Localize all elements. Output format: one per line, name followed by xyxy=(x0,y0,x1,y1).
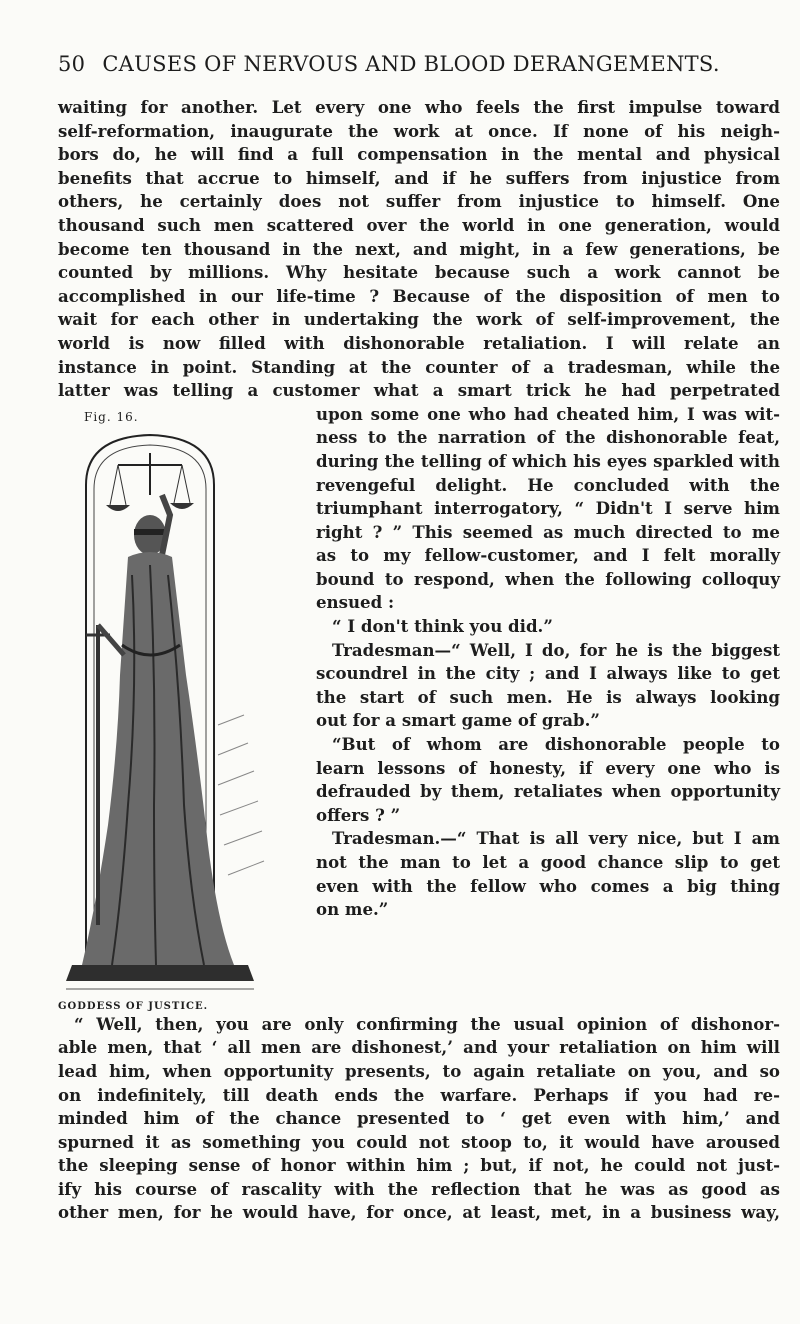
text-line: minded him of the chance presented to ‘ get even with him,’ and xyxy=(58,1108,780,1129)
text-line: learn lessons of honesty, if every one who is xyxy=(316,757,780,778)
text-line: “ I don't think you did.” xyxy=(332,616,553,637)
figure-label: Fig. 16. xyxy=(84,409,139,424)
text-line: the sleeping sense of honor within him ; but, if not, he could not just- xyxy=(58,1155,780,1176)
body-text xyxy=(58,96,780,1225)
text-line: as to my fellow-customer, and I felt morally xyxy=(316,545,780,566)
text-line: right ? ” This seemed as much directed to me xyxy=(316,521,780,542)
text-line: revengeful delight. He concluded with the xyxy=(316,474,780,495)
text-line: during the telling of which his eyes sparkled with xyxy=(316,450,780,471)
text-line: Tradesman—“ Well, I do, for he is the biggest xyxy=(332,639,780,660)
text-line: even with the fellow who comes a big thing xyxy=(316,875,780,896)
text-line: ness to the narration of the dishonorable feat, xyxy=(316,427,780,448)
paragraph-bottom xyxy=(58,1013,780,1225)
text-line: benefits that accrue to himself, and if he suffers from injustice from xyxy=(58,167,780,188)
text-line: accomplished in our life-time ? Because of the disposition of men to xyxy=(58,285,780,306)
text-line: not the man to let a good chance slip to get xyxy=(316,852,780,872)
text-line: thousand such men scattered over the world in one generation, would xyxy=(58,214,780,235)
text-line: wait for each other in undertaking the work of self-improvement, the xyxy=(58,309,780,330)
text-line: waiting for another. Let every one who feels the first impulse toward xyxy=(58,97,780,117)
text-line: instance in point. Standing at the counter of a tradesman, while the xyxy=(58,356,780,377)
text-line: upon some one who had cheated him, I was wit- xyxy=(316,403,780,424)
text-line: bors do, he will find a full compensation in the mental and physical xyxy=(58,144,780,165)
text-line: “But of whom are dishonorable people to xyxy=(332,734,780,755)
text-line: triumphant interrogatory, “ Didn't I serve him xyxy=(316,498,780,519)
goddess-of-justice-illustration xyxy=(58,425,304,995)
paragraph-top xyxy=(58,96,780,403)
text-line: spurned it as something you could not stoop to, it would have aroused xyxy=(58,1131,780,1152)
text-line: Tradesman.—“ That is all very nice, but I am xyxy=(332,828,780,849)
text-line: the start of such men. He is always looking xyxy=(316,686,780,707)
text-line: scoundrel in the city ; and I always like to get xyxy=(316,663,780,684)
text-line: on indefinitely, till death ends the warfare. Perhaps if you had re- xyxy=(58,1084,780,1105)
running-header xyxy=(58,52,758,76)
text-line: become ten thousand in the next, and might, in a few generations, be xyxy=(58,238,780,259)
text-line: “ Well, then, you are only confirming the usual opinion of dishonor- xyxy=(74,1013,780,1034)
text-line: offers ? ” xyxy=(316,804,401,825)
text-line: world is now filled with dishonorable retaliation. I will relate an xyxy=(58,332,780,353)
text-line: defrauded by them, retaliates when opportunity xyxy=(316,781,780,802)
text-line: counted by millions. Why hesitate because such a work cannot be xyxy=(58,262,780,283)
text-line: on me.” xyxy=(316,899,389,920)
text-line: out for a smart game of grab.” xyxy=(316,710,600,731)
text-line: latter was telling a customer what a smart trick he had perpetrated xyxy=(58,380,780,401)
text-line: ify his course of rascality with the reflection that he was as good as xyxy=(58,1178,780,1199)
running-title: CAUSES OF NERVOUS AND BLOOD DERANGEMENTS. xyxy=(102,52,720,76)
text-line: ensued : xyxy=(316,592,395,613)
text-line: others, he certainly does not suffer from injustice to himself. One xyxy=(58,191,780,212)
text-line: other men, for he would have, for once, at least, met, in a business way, xyxy=(58,1202,780,1223)
page-number: 50 xyxy=(58,52,86,76)
text-line: lead him, when opportunity presents, to again retaliate on you, and so xyxy=(58,1060,780,1081)
text-line: bound to respond, when the following colloquy xyxy=(316,568,780,589)
figure xyxy=(58,403,304,1013)
text-line: self-reformation, inaugurate the work at once. If none of his neigh- xyxy=(58,120,780,141)
text-line: able men, that ‘ all men are dishonest,’ and your retaliation on him will xyxy=(58,1037,780,1058)
figure-caption: GODDESS OF JUSTICE. xyxy=(58,1000,209,1012)
